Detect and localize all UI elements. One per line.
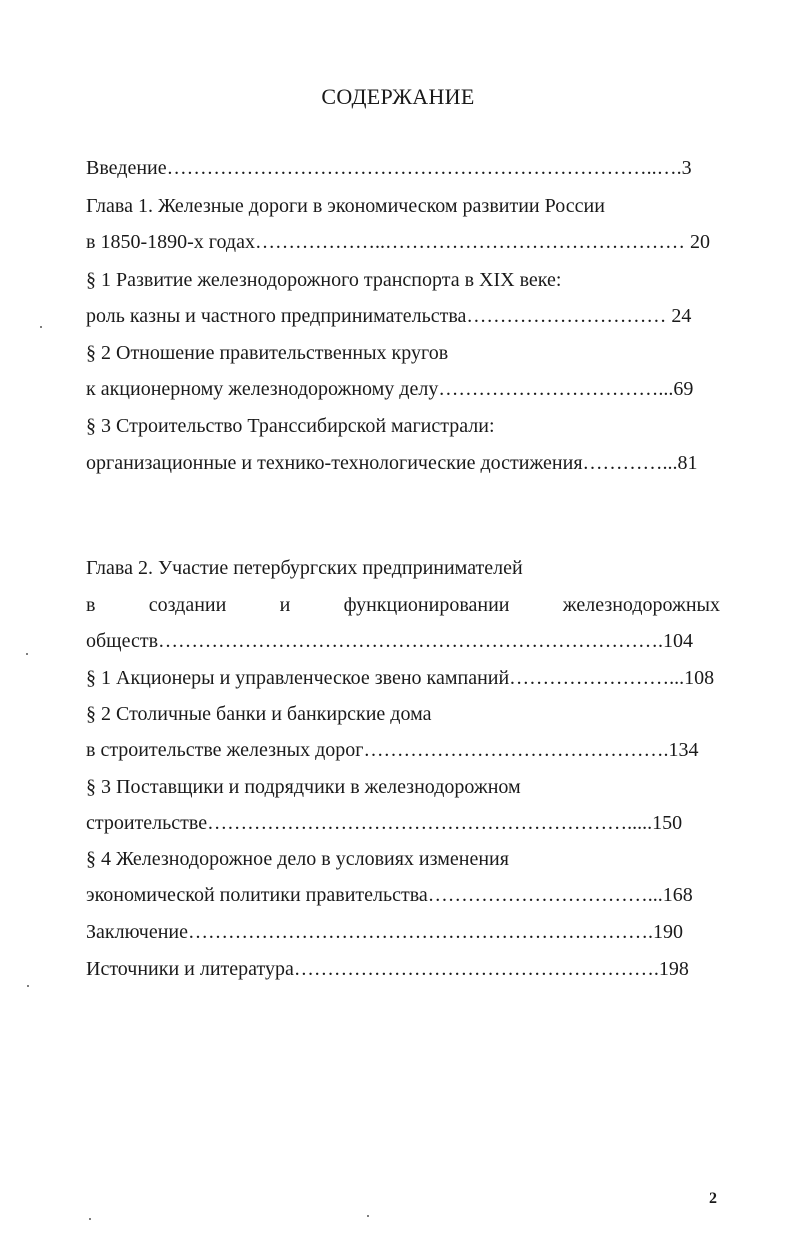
toc-section-2-4: § 4 Железнодорожное дело в условиях изменения — [86, 848, 509, 870]
toc-entry-conclusion: Заключение…………………………………………………………….190 — [86, 921, 683, 943]
scan-speck — [89, 1218, 91, 1220]
toc-section-1-1: § 1 Развитие железнодорожного транспорта в XIX веке: — [86, 269, 562, 291]
scan-speck — [40, 326, 42, 328]
scan-speck — [26, 653, 28, 655]
toc-section-2-2: § 2 Столичные банки и банкирские дома — [86, 703, 432, 725]
toc-entry-sources: Источники и литература……………………………………………….198 — [86, 958, 689, 980]
toc-section-2-3: § 3 Поставщики и подрядчики в железнодорожном — [86, 776, 521, 798]
scan-speck — [27, 985, 29, 987]
toc-section-1-3: § 3 Строительство Транссибирской магистрали: — [86, 415, 495, 437]
toc-chapter-1-title-cont: в 1850-1890-х годах………………..……………………………………… 20 — [86, 231, 710, 253]
scan-speck — [367, 1215, 369, 1217]
page-title: СОДЕРЖАНИЕ — [321, 84, 475, 109]
page-number: 2 — [709, 1190, 717, 1207]
toc-section-2-1: § 1 Акционеры и управленческое звено кампаний……………………...108 — [86, 667, 715, 689]
toc-chapter-1-title: Глава 1. Железные дороги в экономическом развитии России — [86, 195, 605, 217]
toc-chapter-2-title-cont — [86, 593, 720, 617]
toc-section-1-2: § 2 Отношение правительственных кругов — [86, 342, 449, 364]
toc-word: функционировании — [343, 594, 510, 616]
toc-chapter-2-title-end: обществ………………………………………………………………….104 — [86, 630, 694, 652]
toc-word: в — [86, 594, 96, 616]
toc-word: железнодорожных — [562, 594, 720, 616]
toc-chapter-2-title: Глава 2. Участие петербургских предпринимателей — [86, 557, 523, 579]
toc-word: и — [279, 594, 291, 616]
toc-section-1-2-cont: к акционерному железнодорожному делу……………………………...69 — [86, 378, 694, 400]
toc-section-2-3-cont: строительстве……………………………………………………….....150 — [86, 812, 683, 834]
toc-section-2-4-cont: экономической политики правительства……………………………...168 — [86, 884, 693, 906]
toc-word: создании — [148, 594, 227, 616]
toc-section-2-2-cont: в строительстве железных дорог……………………………………….134 — [86, 739, 699, 761]
toc-section-1-3-cont: организационные и технико-технологические достижения…………...81 — [86, 452, 698, 474]
toc-entry-intro: Введение………………………………………………………………..….3 — [86, 157, 692, 179]
toc-section-1-1-cont: роль казны и частного предпринимательства………………………… 24 — [86, 305, 692, 327]
